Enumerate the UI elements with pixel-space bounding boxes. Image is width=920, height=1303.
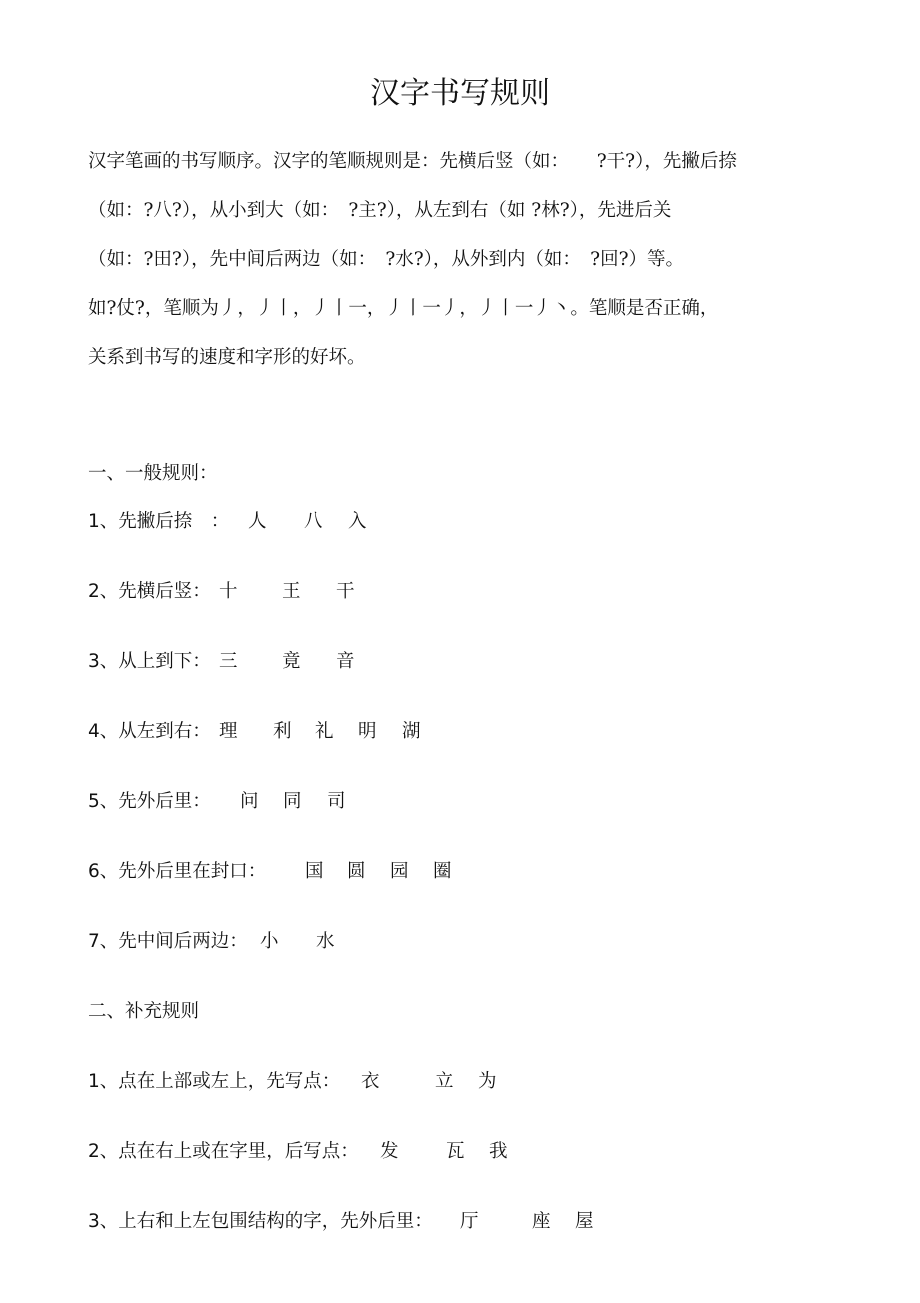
example-char: 我 [489, 1141, 508, 1162]
rule-label: 、先外后里在封口： [99, 861, 267, 882]
rule-label: 、先撇后捺 ： [99, 511, 230, 532]
rule-item [88, 1138, 508, 1166]
example-char: 八 [304, 511, 323, 532]
section-heading-general: 一、一般规则： [88, 463, 218, 484]
rule-item [88, 1068, 497, 1096]
rule-label: 、上右和上左包围结构的字，先外后里： [99, 1211, 433, 1232]
rule-number: 2 [88, 581, 100, 602]
example-char: 音 [336, 651, 355, 672]
example-char: 礼 [315, 721, 334, 742]
example-char: 人 [248, 511, 267, 532]
intro-line: 汉字笔画的书写顺序。汉字的笔顺规则是：先横后竖（如： ?干?），先撇后捺 [88, 151, 737, 172]
rule-item [88, 508, 367, 536]
example-char: 入 [348, 511, 367, 532]
example-char: 同 [283, 791, 302, 812]
example-char: 园 [390, 861, 409, 882]
example-char: 利 [273, 721, 292, 742]
example-char: 王 [282, 581, 301, 602]
example-char: 立 [435, 1071, 454, 1092]
intro-line: 如?仗?，笔顺为丿，丿丨，丿丨一，丿丨一丿，丿丨一丿丶。笔顺是否正确， [88, 298, 719, 319]
example-char: 国 [305, 861, 324, 882]
rule-number: 3 [88, 651, 100, 672]
rule-item [88, 578, 355, 606]
intro-line: （如：?田?），先中间后两边（如： ?水?），从外到内（如： ?回?）等。 [88, 249, 685, 270]
rule-number: 1 [88, 1071, 100, 1092]
example-char: 干 [336, 581, 355, 602]
rule-label: 、先横后竖： [99, 581, 211, 602]
example-char: 屋 [575, 1211, 594, 1232]
example-char: 竟 [282, 651, 301, 672]
rule-number: 7 [88, 931, 100, 952]
example-char: 衣 [361, 1071, 380, 1092]
example-char: 三 [219, 651, 238, 672]
example-char: 圈 [433, 861, 452, 882]
example-char: 明 [358, 721, 377, 742]
example-char: 水 [316, 931, 335, 952]
example-char: 问 [240, 791, 259, 812]
example-char: 厅 [460, 1211, 479, 1232]
rule-item [88, 1208, 594, 1236]
rule-label: 、先中间后两边： [99, 931, 248, 952]
example-char: 十 [219, 581, 238, 602]
section-heading-supplementary: 二、补充规则 [88, 1001, 200, 1022]
example-char: 湖 [402, 721, 421, 742]
intro-line: （如：?八?），从小到大（如： ?主?），从左到右（如 ?林?），先进后关 [88, 200, 672, 221]
document-title: 汉字书写规则 [370, 76, 550, 111]
rule-number: 4 [88, 721, 100, 742]
example-char: 小 [260, 931, 279, 952]
example-char: 发 [380, 1141, 399, 1162]
rule-number: 6 [88, 861, 100, 882]
example-char: 座 [532, 1211, 551, 1232]
rule-number: 2 [88, 1141, 100, 1162]
rule-item [88, 648, 355, 676]
rule-item [88, 788, 346, 816]
example-char: 为 [478, 1071, 497, 1092]
rule-item [88, 928, 335, 956]
intro-line: 关系到书写的速度和字形的好坏。 [88, 347, 366, 368]
example-char: 理 [219, 721, 238, 742]
intro-paragraph [88, 142, 848, 387]
rule-label: 、从左到右： [99, 721, 211, 742]
rule-label: 、点在右上或在字里，后写点： [99, 1141, 359, 1162]
rule-number: 1 [88, 511, 100, 532]
rule-item [88, 718, 421, 746]
example-char: 司 [327, 791, 346, 812]
rule-item [88, 858, 452, 886]
rule-label: 、先外后里： [99, 791, 211, 812]
rule-number: 3 [88, 1211, 100, 1232]
example-char: 瓦 [446, 1141, 465, 1162]
rule-label: 、点在上部或左上，先写点： [99, 1071, 341, 1092]
example-char: 圆 [347, 861, 366, 882]
rule-label: 、从上到下： [99, 651, 211, 672]
rule-number: 5 [88, 791, 100, 812]
